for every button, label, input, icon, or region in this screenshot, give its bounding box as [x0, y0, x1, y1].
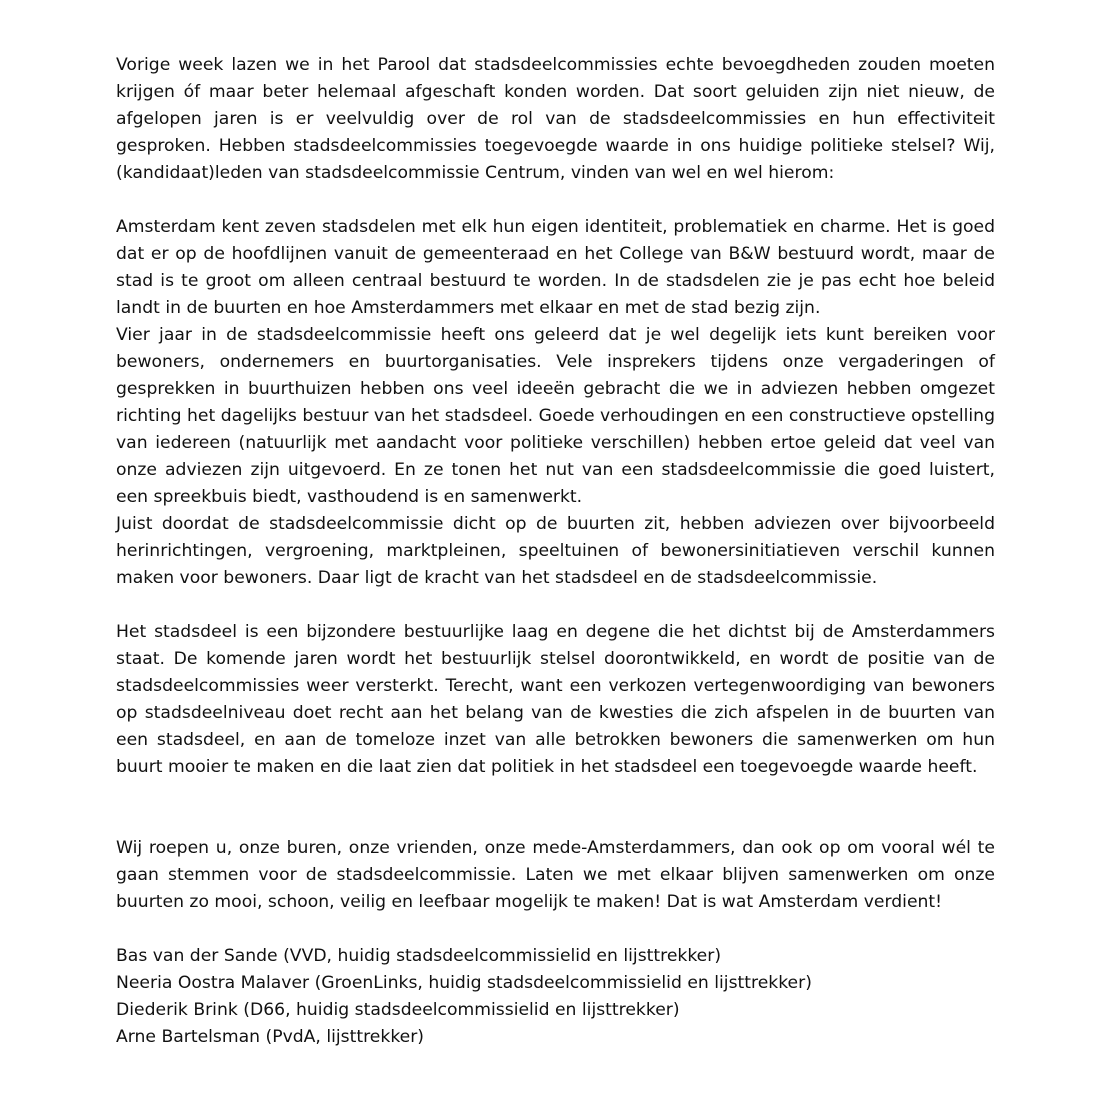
paragraph-spacer — [116, 781, 995, 835]
signature-line: Bas van der Sande (VVD, huidig stadsdeelcommissielid en lijsttrekker) — [116, 946, 722, 966]
paragraph-stadsdelen: Amsterdam kent zeven stadsdelen met elk hun eigen identiteit, problematiek en charme. Het is goed dat er op de hoofdlijnen vanuit de gemeenteraad en het College van B&W bestuurd wordt, maar de stad is te groot om alleen centraal bestuurd te worden. In de stadsdelen zie je pas echt hoe beleid landt in de buurten en hoe Amsterdammers met elkaar en met de stad bezig zijn. — [116, 217, 995, 318]
paragraph-intro: Vorige week lazen we in het Parool dat stadsdeelcommissies echte bevoegdheden zouden moeten krijgen óf maar beter helemaal afgeschaft konden worden. Dat soort geluiden zijn niet nieuw, de afgelopen jaren is er veelvuldig over de rol van de stadsdeelcommissies en hun effectiviteit gesproken. Hebben stadsdeelcommissies toegevoegde waarde in ons huidige politieke stelsel? Wij, (kandidaat)leden van stadsdeelcommissie Centrum, vinden van wel en wel hierom: — [116, 55, 995, 183]
paragraph-kracht: Juist doordat de stadsdeelcommissie dicht op de buurten zit, hebben adviezen over bijvoorbeeld herinrichtingen, vergroening, marktpleinen, speeltuinen of bewonersinitiatieven verschil kunnen maken voor bewoners. Daar ligt de kracht van het stadsdeel en de stadsdeelcommissie. — [116, 514, 995, 588]
paragraph-bestuurlijke-laag: Het stadsdeel is een bijzondere bestuurlijke laag en degene die het dichtst bij de Amsterdammers staat. De komende jaren wordt het bestuurlijk stelsel doorontwikkeld, en wordt de positie van de stadsdeelcommissies weer versterkt. Terecht, want een verkozen vertegenwoordiging van bewoners op stadsdeelniveau doet recht aan het belang van de kwesties die zich afspelen in de buurten van een stadsdeel, en aan de tomeloze inzet van alle betrokken bewoners die samenwerken om hun buurt mooier te maken en die laat zien dat politiek in het stadsdeel een toegevoegde waarde heeft. — [116, 622, 995, 777]
paragraph-spacer — [116, 916, 995, 943]
paragraph-oproep: Wij roepen u, onze buren, onze vrienden, onze mede-Amsterdammers, dan ook op om vooral wél te gaan stemmen voor de stadsdeelcommissie. Laten we met elkaar blijven samenwerken om onze buurten zo mooi, schoon, veilig en leefbaar mogelijk te maken! Dat is wat Amsterdam verdient! — [116, 838, 995, 912]
signature-list — [116, 943, 995, 1051]
letter-body — [116, 52, 995, 1051]
signature-line: Arne Bartelsman (PvdA, lijsttrekker) — [116, 1027, 425, 1047]
paragraph-spacer — [116, 592, 995, 619]
paragraph-spacer — [116, 187, 995, 214]
signature-line: Diederik Brink (D66, huidig stadsdeelcommissielid en lijsttrekker) — [116, 1000, 680, 1020]
signature-line: Neeria Oostra Malaver (GroenLinks, huidig stadsdeelcommissielid en lijsttrekker) — [116, 973, 812, 993]
paragraph-ervaring: Vier jaar in de stadsdeelcommissie heeft ons geleerd dat je wel degelijk iets kunt bereiken voor bewoners, ondernemers en buurtorganisaties. Vele insprekers tijdens onze vergaderingen of gesprekken in buurthuizen hebben ons veel ideeën gebracht die we in adviezen hebben omgezet richting het dagelijks bestuur van het stadsdeel. Goede verhoudingen en een constructieve opstelling van iedereen (natuurlijk met aandacht voor politieke verschillen) hebben ertoe geleid dat veel van onze adviezen zijn uitgevoerd. En ze tonen het nut van een stadsdeelcommissie die goed luistert, een spreekbuis biedt, vasthoudend is en samenwerkt. — [116, 325, 995, 507]
